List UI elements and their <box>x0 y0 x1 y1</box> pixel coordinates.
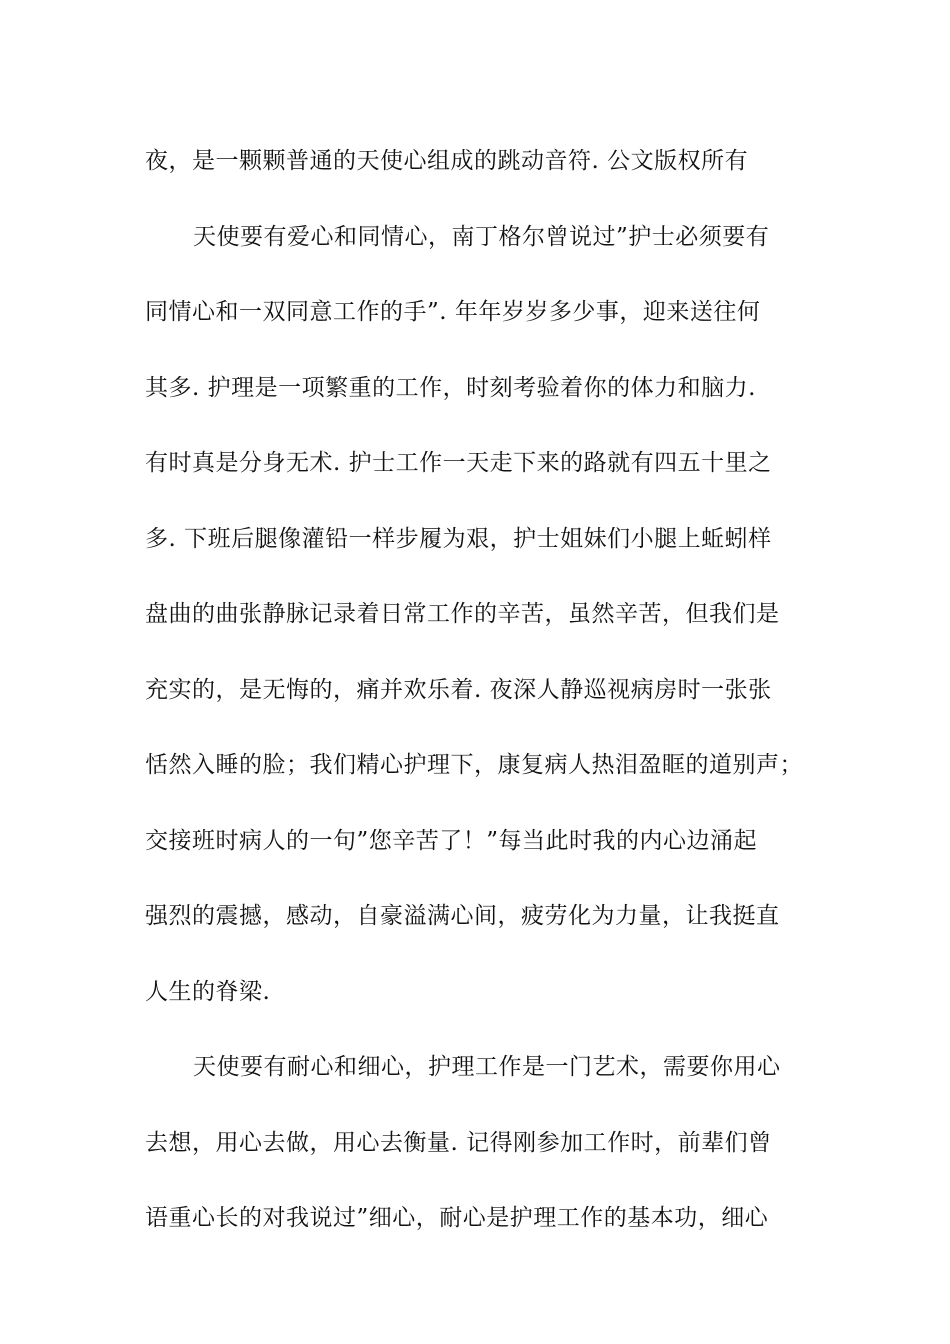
text-line: 人生的脊梁. <box>145 978 271 1005</box>
text-line: 去想，用心去做，用心去衡量. 记得刚参加工作时，前辈们曾 <box>145 1129 772 1156</box>
text-line: 恬然入睡的脸；我们精心护理下，康复病人热泪盈眶的道别声； <box>145 752 803 778</box>
text-line: 语重心长的对我说过”细心，耐心是护理工作的基本功，细心 <box>145 1205 769 1231</box>
document-body <box>145 124 825 1257</box>
paragraph-start-line: 天使要有耐心和细心，护理工作是一门艺术，需要你用心 <box>193 1054 781 1080</box>
text-line: 夜，是一颗颗普通的天使心组成的跳动音符. 公文版权所有 <box>145 148 749 174</box>
text-line: 多. 下班后腿像灌铅一样步履为艰，护士姐妹们小腿上蚯蚓样 <box>145 525 772 552</box>
text-line: 同情心和一双同意工作的手”. 年年岁岁多少事，迎来送往何 <box>145 299 761 325</box>
text-line: 强烈的震撼，感动，自豪溢满心间，疲劳化为力量，让我挺直 <box>145 903 780 929</box>
text-line: 盘曲的曲张静脉记录着日常工作的辛苦，虽然辛苦，但我们是 <box>145 601 780 627</box>
text-line: 充实的，是无悔的，痛并欢乐着. 夜深人静巡视病房时一张张 <box>145 676 772 703</box>
text-line: 交接班时病人的一句”您辛苦了！”每当此时我的内心边涌起 <box>145 827 758 854</box>
paragraph-start-line: 天使要有爱心和同情心，南丁格尔曾说过”护士必须要有 <box>193 223 770 250</box>
text-line: 有时真是分身无术. 护士工作一天走下来的路就有四五十里之 <box>145 450 772 476</box>
text-line: 其多. 护理是一项繁重的工作，时刻考验着你的体力和脑力. <box>145 374 756 401</box>
